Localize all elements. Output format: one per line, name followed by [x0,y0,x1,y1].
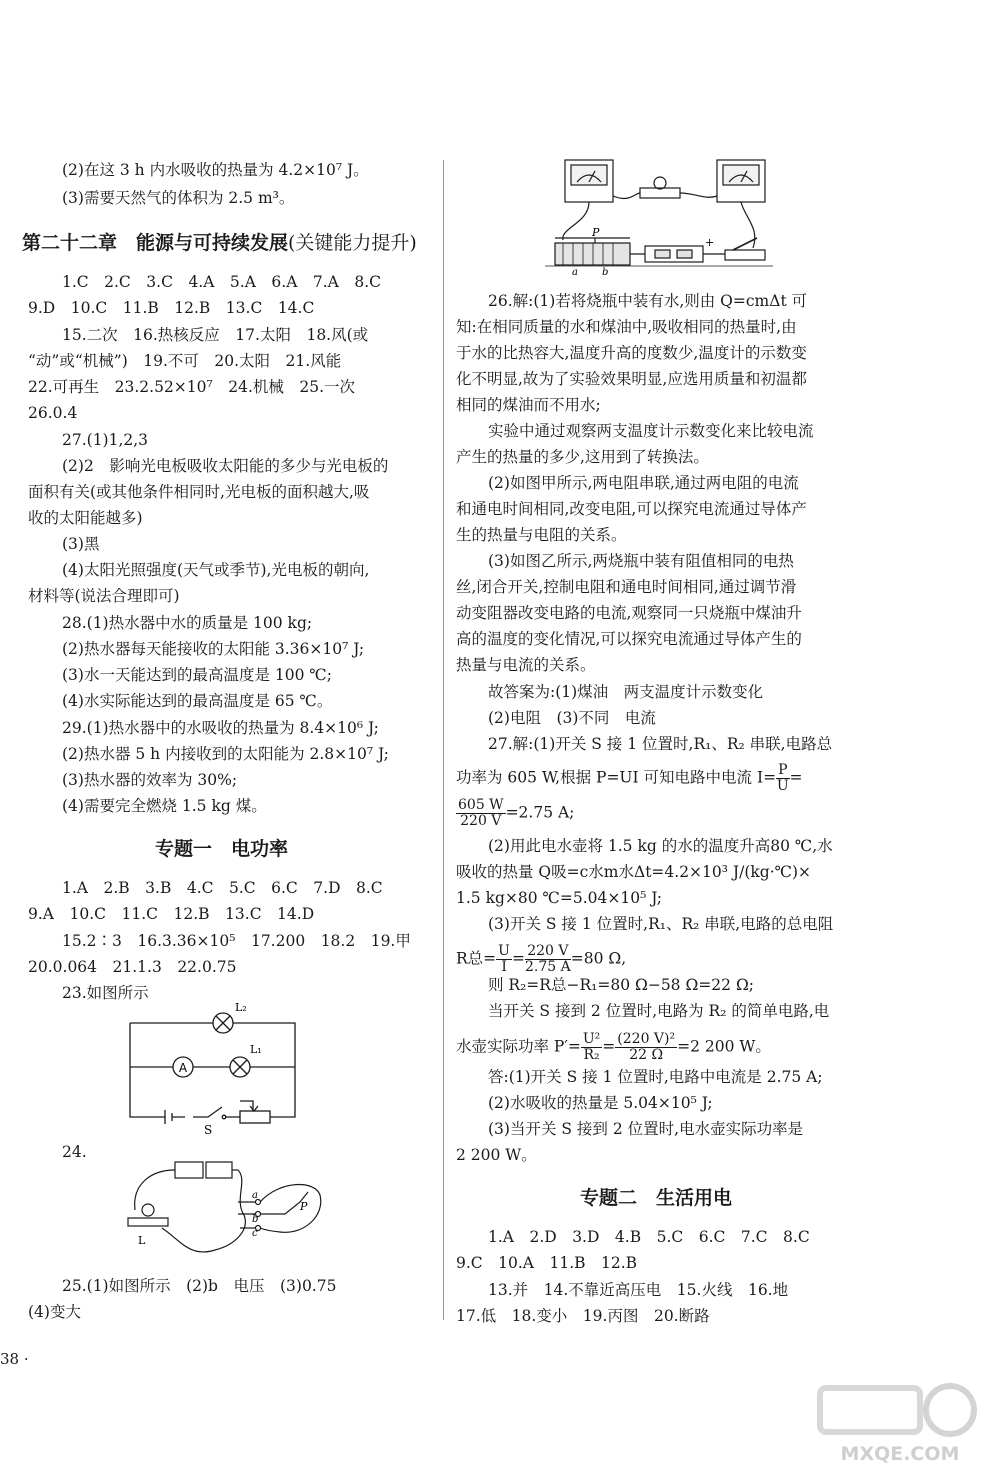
answer-line: 28.(1)热水器中水的质量是 100 kg; [62,614,313,632]
numerator: U² [582,1031,601,1047]
answer-line: (4)变大 [28,1303,81,1321]
solution-line: 26.解:(1)若将烧瓶中装有水,则由 Q=cmΔt 可 [488,292,808,310]
answer-line: 15.2∶3 16.3.36×10⁵ 17.200 18.2 19.甲 [62,932,411,950]
page-number: 38 · [0,1350,29,1368]
equals-sign: = [602,1037,616,1056]
answer-line: (3)水一天能达到的最高温度是 100 ℃; [62,666,332,684]
numerator: P [778,762,788,778]
solution-line [456,763,803,794]
solution-line: 2 200 W。 [456,1146,537,1164]
solution-line: (3)如图乙所示,两烧瓶中装有阻值相同的电热 [488,552,794,570]
answer-line: (2)热水器每天能接收的太阳能 3.36×10⁷ J; [62,640,365,658]
solution-line: 答:(1)开关 S 接 1 位置时,电路中电流是 2.75 A; [488,1068,823,1086]
chapter-heading [22,228,417,255]
lamp-l1-label: L₁ [250,1043,262,1056]
answer-line: 25.(1)如图所示 (2)b 电压 (3)0.75 [62,1277,337,1295]
terminal-c-label: c [252,1228,258,1239]
equals-sign: = [511,949,525,968]
rheostat-p-label: P [592,226,600,239]
answer-line: (4)需要完全燃烧 1.5 kg 煤。 [62,797,267,815]
solution-line: 当开关 S 接到 2 位置时,电路为 R₂ 的简单电路,电 [488,1002,830,1020]
chapter-subtitle: (关键能力提升) [288,232,417,254]
solution-line: 相同的煤油而不用水; [456,396,601,414]
answer-line: 1.C 2.C 3.C 4.A 5.A 6.A 7.A 8.C [62,273,382,291]
solution-line: 知:在相同质量的水和煤油中,吸收相同的热量时,由 [456,318,797,336]
solution-line: (3)开关 S 接 1 位置时,R₁、R₂ 串联,电路的总电阻 [488,915,834,933]
text-segment: =2 200 W。 [677,1037,771,1056]
solution-line: 动变阻器改变电路的电流,观察同一只烧瓶中煤油升 [456,604,802,622]
answer-line: 22.可再生 23.2.52×10⁷ 24.机械 25.一次 [28,378,356,396]
answer-line: 24. [62,1143,87,1161]
solution-line: 于水的比热容大,温度升高的度数少,温度计的示数变 [456,344,807,362]
answer-line: 9.A 10.C 11.C 12.B 13.C 14.D [28,905,315,923]
answer-line: (2)热水器 5 h 内接收到的太阳能为 2.8×10⁷ J; [62,745,389,763]
watermark-text: MXQE.COM [840,1443,960,1465]
solution-line: (3)当开关 S 接到 2 位置时,电水壶实际功率是 [488,1120,804,1138]
numerator: U [498,943,510,959]
solution-line: 吸收的热量 Q吸=c水m水Δt=4.2×10³ J/(kg·℃)× [456,863,812,881]
lamp-l2-label: L₂ [235,1001,247,1014]
answer-line: (3)黑 [62,535,100,553]
text-segment: R总= [456,949,497,968]
apparatus-b-label: b [602,267,609,278]
text-line: (2)在这 3 h 内水吸收的热量为 4.2×10⁷ J。 [62,161,369,179]
solution-line: 化不明显,故为了实验效果明显,应选用质量和初温都 [456,370,807,388]
solution-line: 丝,闭合开关,控制电阻和通电时间相同,通过调节滑 [456,578,797,596]
slider-p-label: P [300,1200,308,1213]
topic-heading: 专题一 电功率 [155,838,289,860]
solution-line: (2)电阻 (3)不同 电流 [488,709,656,727]
terminal-b-label: b [252,1214,259,1225]
numerator: 605 W [458,797,504,813]
answer-line: 1.A 2.B 3.B 4.C 5.C 6.C 7.D 8.C [62,879,383,897]
denominator: I [501,959,507,975]
solution-line [456,1032,771,1063]
topic-heading: 专题二 生活用电 [580,1187,733,1209]
solution-line: 实验中通过观察两支温度计示数变化来比较电流 [488,422,814,440]
switch-label: S [204,1123,213,1135]
answer-line: (2)2 影响光电板吸收太阳能的多少与光电板的 [62,457,389,475]
solution-line: 则 R₂=R总−R₁=80 Ω−58 Ω=22 Ω; [488,976,755,994]
text-segment: 水壶实际功率 P′= [456,1037,581,1056]
terminal-a-label: a [252,1190,258,1201]
fraction-p-over-u [776,763,789,794]
watermark-logo [800,1380,995,1468]
ammeter-label: A [178,1061,188,1075]
fraction-220sq-over-22 [615,1032,677,1063]
answer-line: (3)热水器的效率为 30%; [62,771,238,789]
answer-line: 9.D 10.C 11.B 12.B 13.C 14.C [28,299,315,317]
solution-line: 和通电时间相同,改变电阻,可以探究电流通过导体产 [456,500,807,518]
answer-line: 26.0.4 [28,404,78,422]
solution-line: 高的温度的变化情况,可以探究电流通过导体产生的 [456,630,802,648]
answer-line: 面积有关(或其他条件相同时,光电板的面积越大,吸 [28,483,370,501]
column-divider [443,160,444,1320]
wiring-diagram-24 [120,1140,335,1265]
numerator: (220 V)² [617,1031,676,1047]
answer-line: 1.A 2.D 3.D 4.B 5.C 6.C 7.C 8.C [488,1228,810,1246]
solution-line: 故答案为:(1)煤油 两支温度计示数变化 [488,683,764,701]
text-segment: 功率为 605 W,根据 P=UI 可知电路中电流 I= [456,768,777,787]
equals-sign: = [789,768,803,787]
solution-line [456,798,574,829]
fraction-220-over-275 [525,944,571,975]
solution-line: 27.解:(1)开关 S 接 1 位置时,R₁、R₂ 串联,电路总 [488,735,833,753]
answer-line: 17.低 18.变小 19.丙图 20.断路 [456,1307,710,1325]
fraction-605-over-220 [456,798,506,829]
solution-line: (2)用此电水壶将 1.5 kg 的水的温度升高80 ℃,水 [488,837,833,855]
answer-line: 13.并 14.不靠近高压电 15.火线 16.地 [488,1281,789,1299]
circuit-diagram-23 [120,1000,320,1135]
solution-line: 热量与电流的关系。 [456,656,596,674]
answer-line: 收的太阳能越多) [28,509,143,527]
fraction-u-over-i [496,944,512,975]
answer-line: 20.0.064 21.1.3 22.0.75 [28,958,237,976]
answer-line: “动”或“机械”) 19.不可 20.太阳 21.风能 [28,352,342,370]
denominator: R₂ [583,1047,600,1063]
fraction-u2-over-r2 [581,1032,602,1063]
chapter-title: 第二十二章 能源与可持续发展 [22,232,289,254]
numerator: 220 V [525,944,571,960]
solution-line: (2)如图甲所示,两电阻串联,通过两电阻的电流 [488,474,799,492]
answer-line: (4)太阳光照强度(天气或季节),光电板的朝向, [62,561,370,579]
plus-label: + [705,236,715,249]
solution-line: (2)水吸收的热量是 5.04×10⁵ J; [488,1094,713,1112]
solution-line [456,944,626,975]
answer-line: 15.二次 16.热核反应 17.太阳 18.风(或 [62,326,369,344]
answer-line: 9.C 10.A 11.B 12.B [456,1254,638,1272]
experiment-apparatus-figure [545,158,780,283]
text-segment: =2.75 A; [505,803,575,822]
answer-line: 29.(1)热水器中的水吸收的热量为 8.4×10⁶ J; [62,719,379,737]
denominator: 22 Ω [629,1047,664,1063]
answer-line: 23.如图所示 [62,984,149,1002]
answer-line: 材料等(说法合理即可) [28,587,180,605]
solution-line: 产生的热量的多少,这用到了转换法。 [456,448,709,466]
solution-line: 1.5 kg×80 ℃=5.04×10⁵ J; [456,889,663,907]
text-line: (3)需要天然气的体积为 2.5 m³。 [62,189,295,207]
answer-line: 27.(1)1,2,3 [62,431,149,449]
text-segment: =80 Ω, [570,949,627,968]
answer-line: (4)水实际能达到的最高温度是 65 ℃。 [62,692,333,710]
lamp-label: L [138,1234,146,1247]
solution-line: 生的热量与电阻的关系。 [456,526,627,544]
denominator: U [776,778,789,794]
denominator: 2.75 A [524,959,571,975]
apparatus-a-label: a [572,267,578,278]
denominator: 220 V [460,813,502,829]
